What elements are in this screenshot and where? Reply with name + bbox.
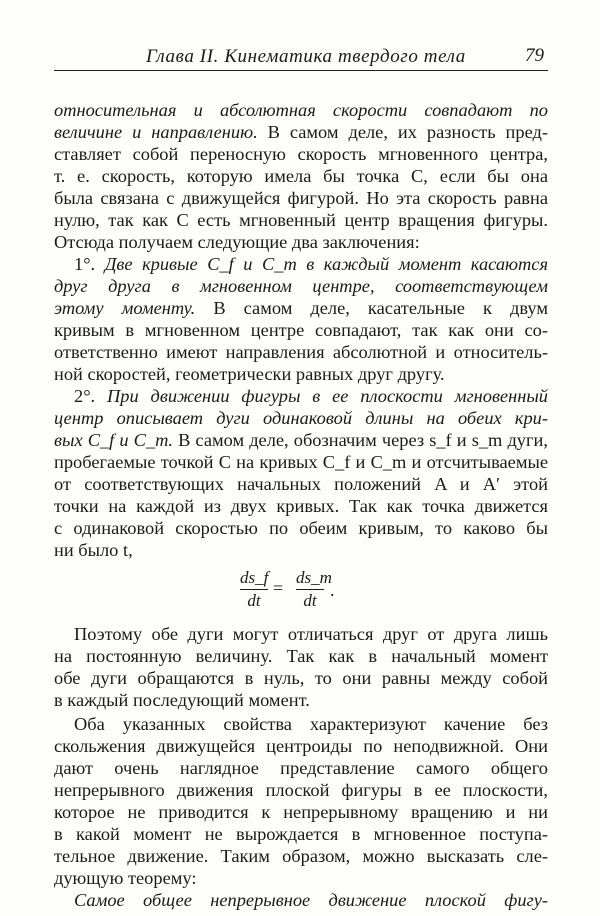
equals-sign: =: [273, 578, 284, 598]
text-line: нулю, так как C есть мгновенный центр вращения фигуры.: [54, 210, 548, 230]
conclusion-2-line: 2°. При движении фигуры в ее плоскости мгновенный: [74, 386, 548, 406]
conclusion-1-line: 1°. Две кривые C_f и C_m в каждый момент касаются: [74, 254, 548, 274]
text-line: непрерывного движения плоской фигуры в ее плоскости,: [54, 780, 548, 800]
text-line: была связана с движущейся фигурой. Но эта скорость равна: [54, 188, 548, 208]
text-line: Оба указанных свойства характеризуют качение без: [74, 714, 548, 734]
page-number: 79: [525, 45, 544, 66]
fraction-right: ds_m dt: [296, 568, 332, 610]
text-line: пробегаемые точкой C на кривых C_f и C_m и отсчитываемые: [54, 452, 548, 472]
text-line: ной скоростей, геометрически равных друг другу.: [54, 364, 445, 384]
text-line: тельное движение. Таким образом, можно высказать сле-: [54, 846, 548, 866]
chapter-title: Глава II. Кинематика твердого тела: [146, 46, 466, 67]
text-line: обе дуги обращаются в нуль, то они равны между собой: [54, 668, 548, 688]
text-line: центр описывает дуги одинаковой длины на обеих кри-: [54, 408, 548, 428]
running-header: [54, 40, 548, 71]
text-line: вых C_f и C_m. В самом деле, обозначим через s_f и s_m дуги,: [54, 430, 548, 450]
text-line: относительная и абсолютная скорости совпадают по: [54, 100, 548, 120]
text-line: Отсюда получаем следующие два заключения:: [54, 232, 420, 252]
text-line: ни было t,: [54, 540, 133, 560]
text-line: кривым в мгновенном центре совпадают, так как они со-: [54, 320, 548, 340]
text-line: которое не приводится к непрерывному вращению и ни: [54, 802, 548, 822]
text-line: величине и направлению. В самом деле, их разность пред-: [54, 122, 548, 142]
text-line: ответственно имеют направления абсолютной и относитель-: [54, 342, 548, 362]
text-line: этому моменту. В самом деле, касательные к двум: [54, 298, 548, 318]
fraction-left: ds_f dt: [240, 568, 269, 610]
equation: ds_f dt = ds_m dt .: [240, 568, 335, 610]
text-line: скольжения движущейся центроиды по неподвижной. Они: [54, 736, 548, 756]
text-line: Поэтому обе дуги могут отличаться друг от друга лишь: [74, 624, 548, 644]
text-line: в каждый последующий момент.: [54, 690, 310, 710]
text-line: друг друга в мгновенном центре, соответствующем: [54, 276, 548, 296]
text-line: т. е. скорость, которую имела бы точка C, если бы она: [54, 166, 548, 186]
theorem-line: Самое общее непрерывное движение плоской фигу-: [74, 890, 548, 910]
text-line: от соответствующих начальных положений A и A′ этой: [54, 474, 548, 494]
text-line: точки на каждой из двух кривых. Так как точка движется: [54, 496, 548, 516]
text-line: дают очень наглядное представление самого общего: [54, 758, 548, 778]
text-line: ставляет собой переносную скорость мгновенного центра,: [54, 144, 548, 164]
text-line: на постоянную величину. Так как в начальный момент: [54, 646, 548, 666]
text-line: дующую теорему:: [54, 868, 197, 888]
text-line: с одинаковой скоростью по обеим кривым, то каково бы: [54, 518, 548, 538]
text-line: в какой момент не вырождается в мгновенное поступа-: [54, 824, 548, 844]
